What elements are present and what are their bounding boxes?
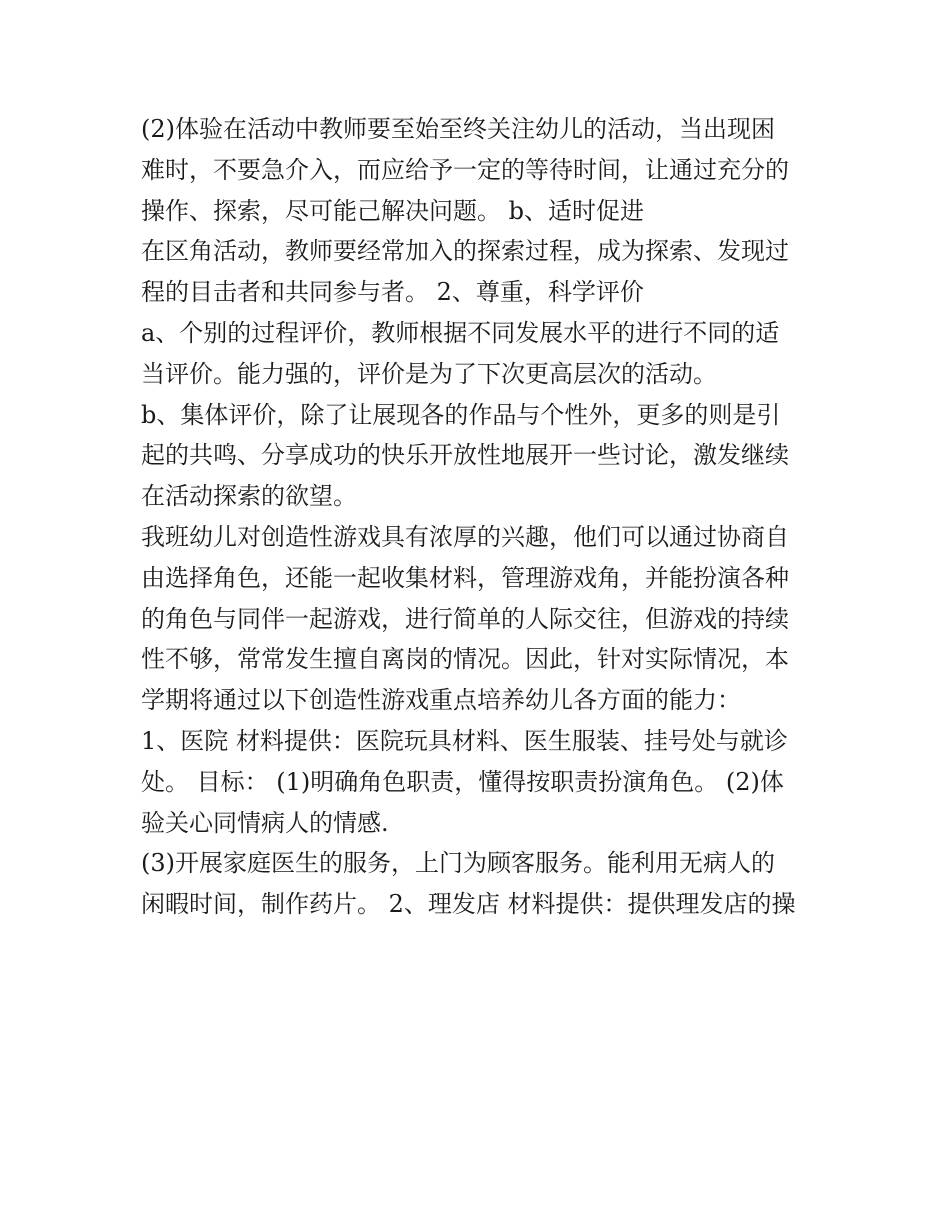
text-line: a、个别的过程评价，教师根据不同发展水平的进行不同的适: [141, 318, 780, 347]
text-line: (3)开展家庭医生的服务，上门为顾客服务。能利用无病人的: [141, 849, 775, 878]
text-line: 我班幼儿对创造性游戏具有浓厚的兴趣，他们可以通过协商自: [141, 522, 789, 551]
text-line: 1、医院 材料提供：医院玩具材料、医生服装、挂号处与就诊: [141, 726, 788, 755]
text-line: 在区角活动，教师要经常加入的探索过程，成为探索、发现过: [141, 237, 789, 266]
text-line: 在活动探索的欲望。: [141, 482, 357, 511]
text-line: 程的目击者和共同参与者。 2、尊重，科学评价: [141, 278, 644, 307]
text-line: 起的共鸣、分享成功的快乐开放性地展开一些讨论，激发继续: [141, 441, 789, 470]
text-line: 当评价。能力强的，评价是为了下次更高层次的活动。: [141, 359, 717, 388]
text-line: (2)体验在活动中教师要至始至终关注幼儿的活动，当出现困: [141, 115, 775, 143]
text-line: 由选择角色，还能一起收集材料，管理游戏角，并能扮演各种: [141, 563, 789, 592]
text-line: 处。 目标： (1)明确角色职责，懂得按职责扮演角色。 (2)体: [141, 767, 784, 796]
text-line: 的角色与同伴一起游戏，进行简单的人际交往，但游戏的持续: [141, 604, 789, 633]
text-line: b、集体评价，除了让展现各的作品与个性外，更多的则是引: [141, 400, 781, 429]
text-line: 操作、探索，尽可能己解决问题。 b、适时促进: [141, 196, 644, 225]
text-line: 验关心同情病人的情感.: [141, 808, 389, 837]
text-line: 难时，不要急介入，而应给予一定的等待时间，让通过充分的: [141, 155, 789, 184]
text-line: 闲暇时间，制作药片。 2、理发店 材料提供：提供理发店的操: [141, 890, 796, 919]
text-line: 性不够，常常发生擅自离岗的情况。因此，针对实际情况，本: [141, 645, 789, 674]
document-body: [141, 109, 821, 925]
text-line: 学期将通过以下创造性游戏重点培养幼儿各方面的能力：: [141, 686, 741, 715]
